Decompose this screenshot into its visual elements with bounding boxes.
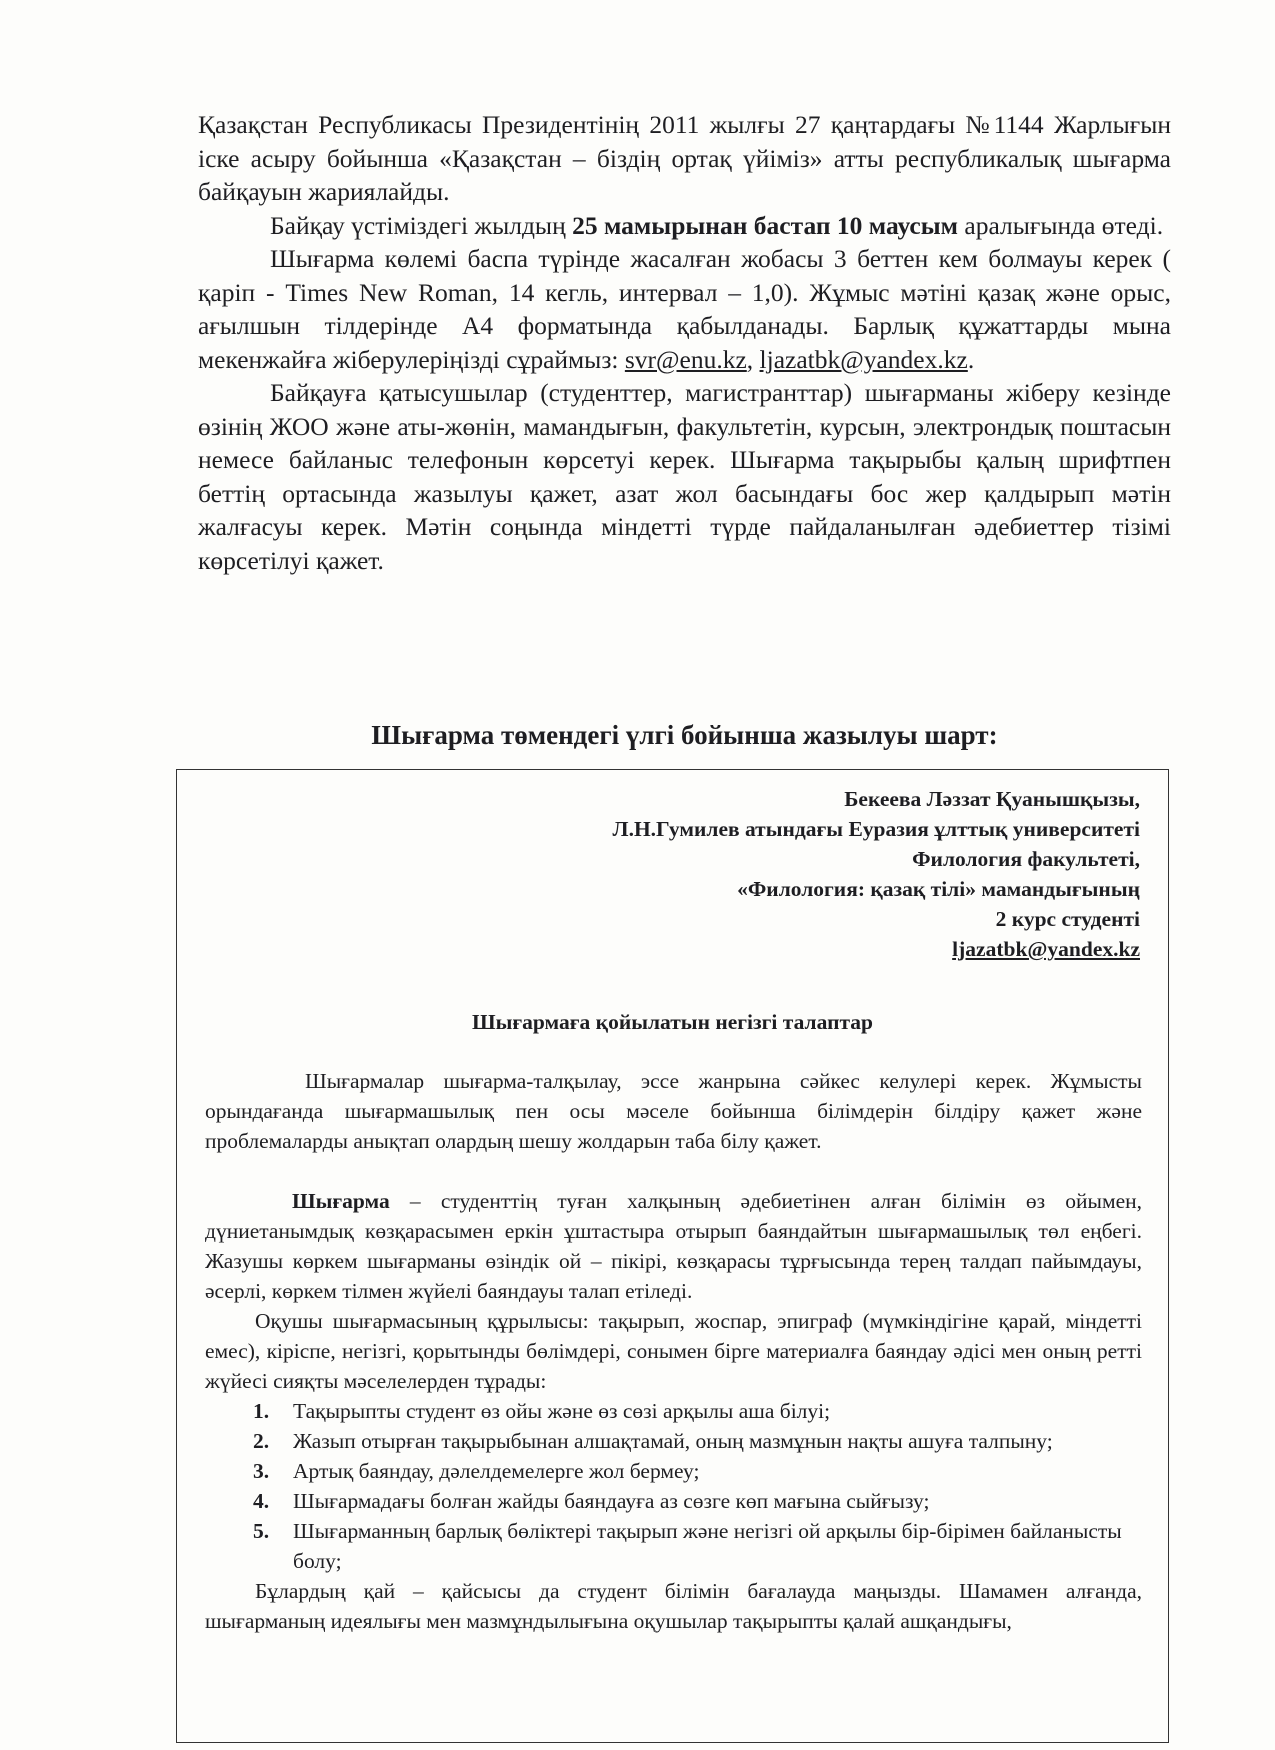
intro-paragraph-3: Шығарма көлемі баспа түрінде жасалған жобасы 3 беттен кем болмауы керек ( қаріп - Times New Roman, 14 кегль, интервал – 1,0). Жұмыс мәтіні қазақ және орыс, ағылшын тілдерінде А4 форматында қабылданады. Барлық құжаттарды мына мекенжайға жіберулеріңізді сұраймыз: svr@enu.kz, ljazatbk@yandex.kz. xyxy=(198,244,1171,374)
author-faculty: Филология факультеті, xyxy=(912,847,1140,871)
list-item: 5. Шығарманның барлық бөліктері тақырып және негізгі ой арқылы бір-бірімен байланысты болу; xyxy=(253,1519,1122,1573)
sample-heading: Шығарма төмендегі үлгі бойынша жазылуы шарт: xyxy=(371,720,998,750)
email-link-svr[interactable]: svr@enu.kz xyxy=(624,344,747,374)
body-paragraph-4: Бұлардың қай – қайсысы да студент білімін бағалауда маңызды. Шамамен алғанда, шығарманың идеялығы мен мазмұндылығына оқушылар тақырыпты қалай ашқандығы, xyxy=(205,1579,1142,1633)
author-email-link[interactable]: ljazatbk@yandex.kz xyxy=(952,937,1140,961)
contest-dates: 25 мамырынан бастап 10 маусым xyxy=(572,210,959,240)
body-paragraph-2: Шығарма – студенттің туған халқының әдебиетінен алған білімін өз ойымен, дүниетанымдық көзқарасымен еркін ұштастыра отырып баяндайтын шығармашылық төл еңбегі. Жазушы көркем шығарманы өзіндік ой – пікірі, көзқарасы тұрғысында терең талдап пайымдауы, әсерлі, көркем тілмен жүйелі баяндауы талап етіледі. xyxy=(205,1189,1142,1303)
requirements-list xyxy=(205,1396,1142,1576)
intro-paragraph-1: Қазақстан Республикасы Президентінің 2011 жылғы 27 қаңтардағы №1144 Жарлығын іске асыру бойынша «Қазақстан – біздің ортақ үйіміз» атты республикалық шығарма байқауын жариялайды. xyxy=(198,110,1171,206)
list-item: 3. Артық баяндау, дәлелдемелерге жол бермеу; xyxy=(253,1459,700,1483)
body-term-bold: Шығарма xyxy=(292,1189,390,1213)
author-block xyxy=(380,784,1140,964)
list-item: 4. Шығармадағы болған жайды баяндауға аз сөзге көп мағына сыйғызу; xyxy=(253,1489,930,1513)
body-paragraph-3: Оқушы шығармасының құрылысы: тақырып, жоспар, эпиграф (мүмкіндігіне қарай, міндетті емес), кіріспе, негізгі, қорытынды бөлімдері, сонымен бірге материалға баяндау әдісі мен оның ретті жүйесі сияқты мәселелерден тұрады: xyxy=(205,1309,1142,1393)
sample-frame xyxy=(176,769,1169,1743)
intro-section xyxy=(198,108,1171,577)
author-university: Л.Н.Гумилев атындағы Еуразия ұлттық университеті xyxy=(612,817,1140,841)
intro-paragraph-4: Байқауға қатысушылар (студенттер, магистранттар) шығарманы жіберу кезінде өзінің ЖОО және аты-жөнін, мамандығын, факультетін, курсын, электрондық поштасын немесе байланыс телефонын көрсетуі керек. Шығарма тақырыбы қалың шрифтпен беттің ортасында жазылуы қажет, азат жол басындағы бос жер қалдырып мәтін жалғасуы керек. Мәтін соңында міндетті түрде пайдаланылған әдебиеттер тізімі көрсетілуі қажет. xyxy=(198,378,1171,575)
list-item: 2. Жазып отырған тақырыбынан алшақтамай, оның мазмұнын нақты ашуға талпыну; xyxy=(253,1429,1053,1453)
email-link-ljazatbk[interactable]: ljazatbk@yandex.kz xyxy=(759,344,968,374)
list-item: 1. Тақырыпты студент өз ойы және өз сөзі арқылы аша білуі; xyxy=(253,1399,831,1423)
body-paragraph-1: Шығармалар шығарма-талқылау, эссе жанрына сәйкес келулері керек. Жұмысты орындағанда шығармашылық пен осы мәселе бойынша білімдерін білдіру қажет және проблемаларды анықтап олардың шешу жолдарын таба білу қажет. xyxy=(205,1069,1142,1153)
requirements-title: Шығармаға қойылатын негізгі талаптар xyxy=(472,1010,873,1034)
author-course: 2 курс студенті xyxy=(995,907,1140,931)
requirements-body xyxy=(205,1066,1142,1636)
intro-paragraph-2: Байқау үстіміздегі жылдың 25 мамырынан бастап 10 маусым аралығында өтеді. xyxy=(270,210,1164,240)
author-specialty: «Филология: қазақ тілі» мамандығының xyxy=(737,877,1140,901)
author-name: Бекеева Ләззат Қуанышқызы, xyxy=(844,787,1140,811)
